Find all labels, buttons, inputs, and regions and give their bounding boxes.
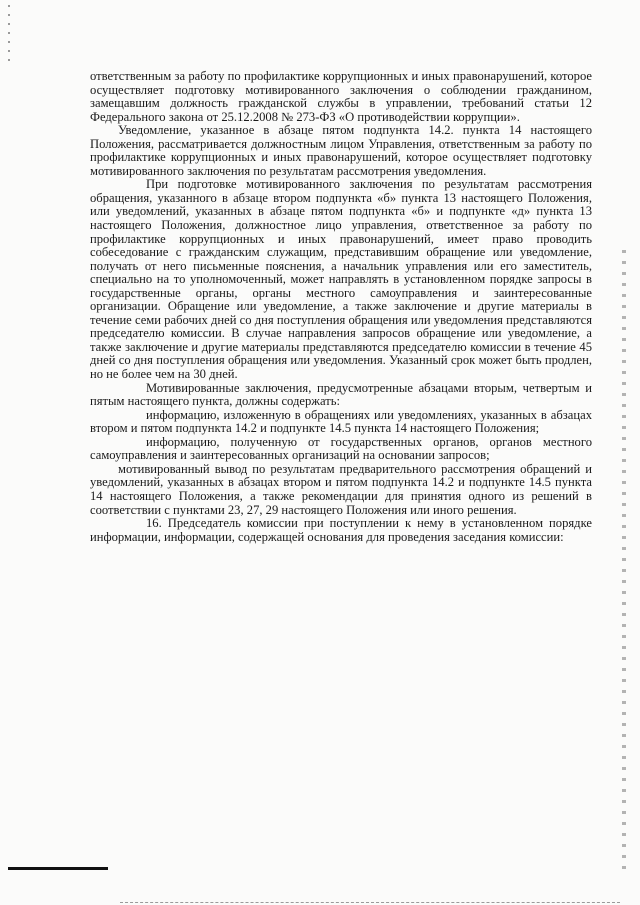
scan-edge-noise: [622, 250, 626, 870]
footnote-separator-line: [8, 867, 108, 870]
paragraph-item-16: 16. Председатель комиссии при поступлении к нему в установленном порядке информации, информации, содержащей основания для проведения заседания комиссии:: [90, 516, 592, 544]
paragraph-conclusions-intro: Мотивированные заключения, предусмотренные абзацами вторым, четвертым и пятым настоящего пункта, должны содержать:: [90, 380, 592, 409]
list-item-information: информацию, изложенную в обращениях или уведомлениях, указанных в абзацах втором и пятом подпункта 14.2 и подпункте 14.5 пункта 14 настоящего Положения;: [90, 407, 592, 436]
paragraph-preparation: При подготовке мотивированного заключения по результатам рассмотрения обращения, указанного в абзаце втором подпункта «б» пункта 13 настоящего Положения, или уведомлений, указанных в абзаце пятом подпункта «б» и подпункте «д» пункта 13 настоящего Положения, должностное лицо управления, ответственное за работу по профилактике коррупционных и иных правонарушений, имеет право проводить собеседование с гражданским служащим, представившим обращение или уведомление, получать от него письменные пояснения, а начальник управления или его заместитель, специально на то уполномоченный, может направлять в установленном порядке запросы в государственные органы, органы местного самоуправления и заинтересованные организации. Обращение или уведомление, а также заключение и другие материалы в течение семи рабочих дней со дня поступления обращения или уведомления представляются председателю комиссии. В случае направления запросов обращение или уведомление, а также заключение и другие материалы представляются председателю комиссии в течение 45 дней со дня поступления обращения или уведомления. Указанный срок может быть продлен, но не более чем на 30 дней.: [90, 177, 592, 382]
paragraph-notification: Уведомление, указанное в абзаце пятом подпункта 14.2. пункта 14 настоящего Положения, рассматривается должностным лицом Управления, ответственным за работу по профилактике коррупционных и иных правонарушений, которое осуществляет подготовку мотивированного заключения по результатам рассмотрения уведомления.: [90, 123, 592, 178]
list-item-motivated-conclusion: мотивированный вывод по результатам предварительного рассмотрения обращений и уведомлений, указанных в абзацах втором и пятом подпункта 14.2 и подпункте 14.5 пункта 14 настоящего Положения, а также рекомендации для принятия одного из решений в соответствии с пунктами 23, 27, 29 настоящего Положения или иного решения.: [90, 461, 592, 517]
scan-edge-marks: [8, 5, 10, 65]
scan-bottom-edge: [120, 902, 620, 904]
paragraph-continuation: ответственным за работу по профилактике коррупционных и иных правонарушений, которое осуществляет подготовку мотивированного заключения о соблюдении гражданином, замещавшим должность гражданской службы в управлении, требований статьи 12 Федерального закона от 25.12.2008 № 273-ФЗ «О противодействии коррупции».: [90, 69, 592, 124]
document-body: [90, 70, 592, 544]
list-item-received-information: информацию, полученную от государственных органов, органов местного самоуправления и заинтересованных организаций на основании запросов;: [90, 434, 592, 463]
